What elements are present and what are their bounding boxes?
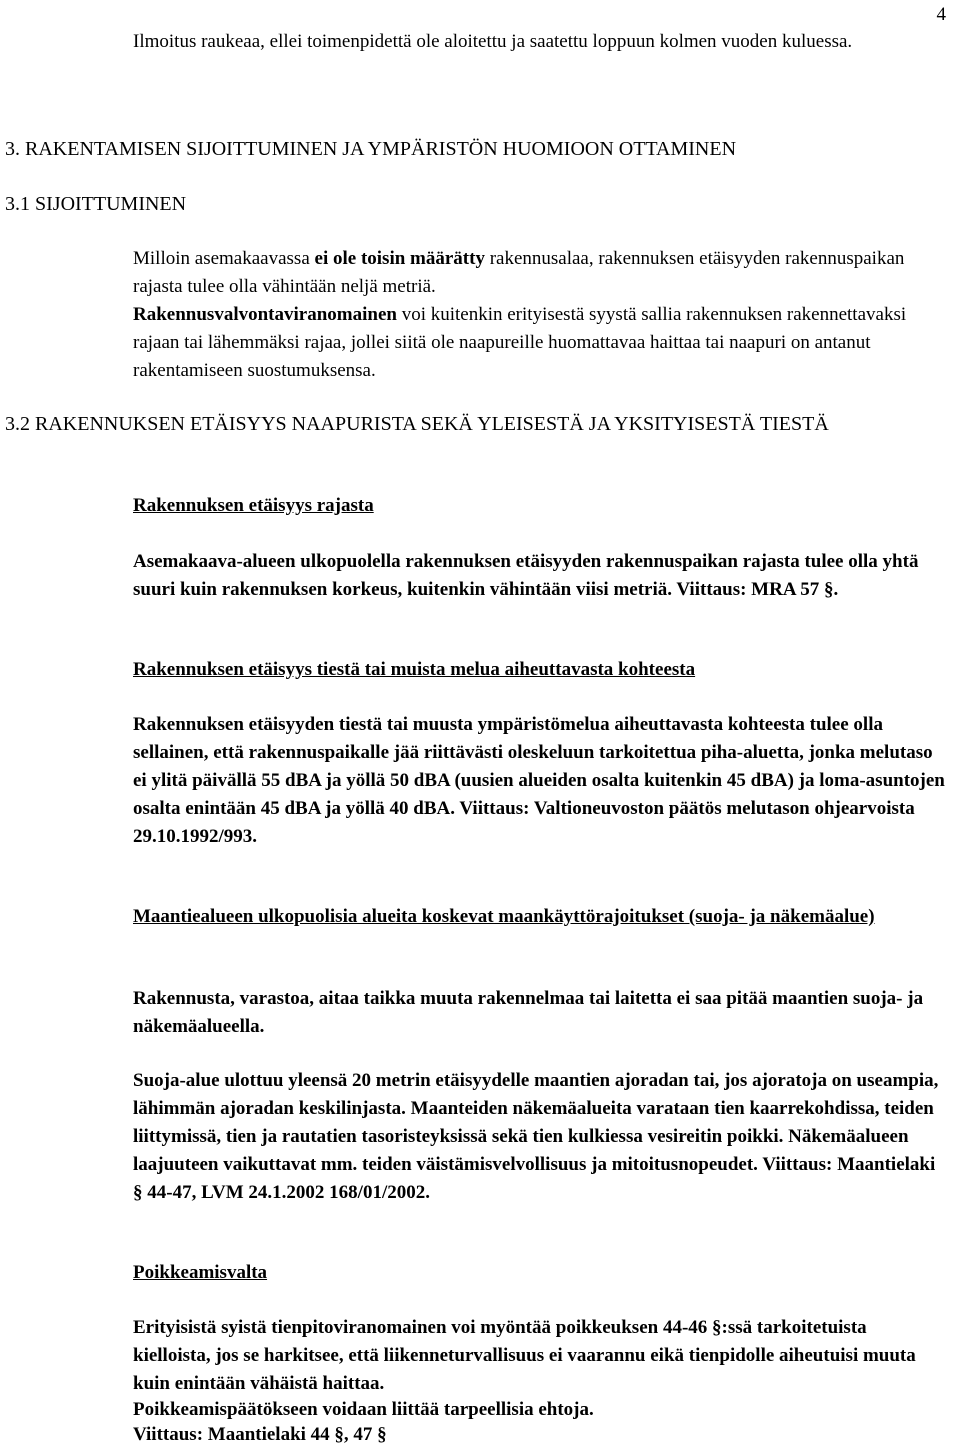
s32-paragraph-6: Poikkeamispäätökseen voidaan liittää tarpeellisia ehtoja.	[133, 1399, 594, 1420]
s31-p1-text-a: Milloin asemakaavassa	[133, 248, 315, 269]
s32-paragraph-5: Erityisistä syistä tienpitoviranomainen voi myöntää poikkeuksen 44-46 §:ssä tarkoitetuista kielloista, jos se harkitsee, että liikenneturvallisuus ei vaarannu eikä tienpidolle aiheutuisi muuta kuin enintään vähäistä haittaa.	[133, 1317, 916, 1394]
intro-paragraph: Ilmoitus raukeaa, ellei toimenpidettä ole aloitettu ja saatettu loppuun kolmen vuoden kuluessa.	[133, 31, 853, 52]
s32-subheading-1: Rakennuksen etäisyys rajasta	[133, 495, 374, 516]
s32-paragraph-2: Rakennuksen etäisyyden tiestä tai muusta ympäristömelua aiheuttavasta kohteesta tulee olla sellainen, että rakennuspaikalle jää riittävästi oleskeluun tarkoitettua piha-aluetta, jonka melutaso ei ylitä päivällä 55 dBA ja yöllä 50 dBA (uusien alueiden osalta kuitenkin 45 dBA) ja loma-asuntojen osalta enintään 45 dBA ja yöllä 40 dBA. Viittaus: Valtioneuvoston päätös melutason ohjearvoista 29.10.1992/993.	[133, 714, 945, 847]
page-number: 4	[936, 4, 946, 25]
s31-p2-text: voi kuitenkin erityisestä syystä sallia rakennuksen rakennettavaksi rajaan tai lähemmäksi rajaa, jollei siitä ole naapureille huomattavaa haittaa tai naapuri on antanut rakentamiseen suostumuksensa.	[133, 304, 907, 381]
s32-subheading-4: Poikkeamisvalta	[133, 1262, 268, 1283]
s31-p2-emphasis: Rakennusvalvontaviranomainen	[133, 304, 397, 325]
s32-paragraph-7: Viittaus: Maantielaki 44 §, 47 §	[133, 1424, 387, 1445]
s31-p1-text-c: rakennusalaa, rakennuksen etäisyyden rakennuspaikan rajasta tulee olla vähintään neljä metriä.	[133, 248, 905, 297]
section-3-1-heading: 3.1 SIJOITTUMINEN	[5, 193, 187, 215]
s31-p1-emphasis: ei ole toisin määrätty	[314, 248, 485, 269]
s32-subheading-2: Rakennuksen etäisyys tiestä tai muista melua aiheuttavasta kohteesta	[133, 659, 696, 680]
section-3-heading: 3. RAKENTAMISEN SIJOITTUMINEN JA YMPÄRISTÖN HUOMIOON OTTAMINEN	[5, 138, 737, 160]
s32-paragraph-4: Suoja-alue ulottuu yleensä 20 metrin etäisyydelle maantien ajoradan tai, jos ajoratoja on useampia, lähimmän ajoradan keskilinjasta. Maanteiden näkemäalueita varataan tien kaarrekohdissa, teiden liittymissä, tien ja rautatien tasoristeyksissä sekä tien kulkiessa vesireitin poikki. Näkemäalueen laajuuteen vaikuttavat mm. teiden väistämisvelvollisuus ja mitoitusnopeudet. Viittaus: Maantielaki § 44-47, LVM 24.1.2002 168/01/2002.	[133, 1070, 939, 1203]
s32-paragraph-3: Rakennusta, varastoa, aitaa taikka muuta rakennelmaa tai laitetta ei saa pitää maantien suoja- ja näkemäalueella.	[133, 988, 924, 1037]
s32-subheading-3: Maantiealueen ulkopuolisia alueita koskevat maankäyttörajoitukset (suoja- ja näkemäalue)	[133, 906, 875, 927]
s31-paragraph-1	[133, 245, 948, 301]
s32-paragraph-1: Asemakaava-alueen ulkopuolella rakennuksen etäisyyden rakennuspaikan rajasta tulee olla yhtä suuri kuin rakennuksen korkeus, kuitenkin vähintään viisi metriä. Viittaus: MRA 57 §.	[133, 551, 919, 600]
s31-paragraph-2	[133, 301, 948, 385]
section-3-2-heading: 3.2 RAKENNUKSEN ETÄISYYS NAAPURISTA SEKÄ YLEISESTÄ JA YKSITYISESTÄ TIESTÄ	[5, 413, 829, 435]
